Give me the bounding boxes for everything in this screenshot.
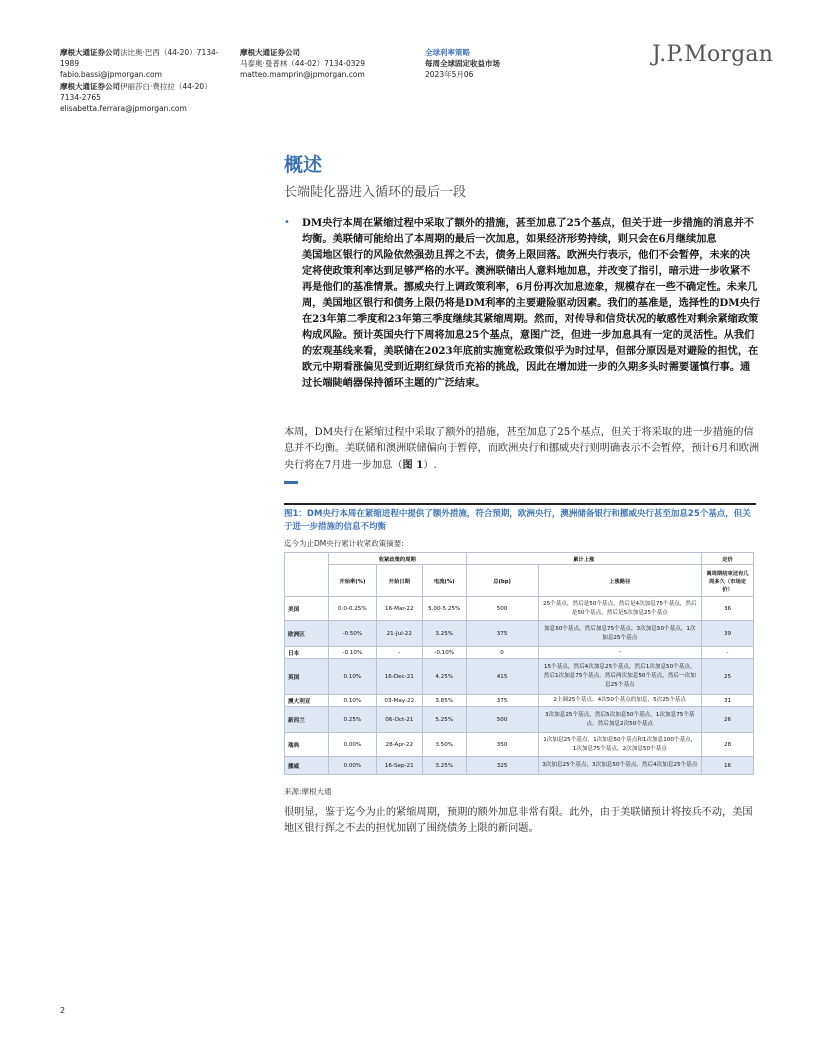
table-row bbox=[285, 695, 754, 707]
cell-path: 2上调25个基点，4次50个基点的加息，5次25个基点 bbox=[538, 695, 702, 707]
cell-start-date: 16-Sep-21 bbox=[376, 757, 422, 775]
cell-path: 1次加息25个基点，1次加息50个基点和1次加息100个基点，1次加息75个基点，2次加息50个基点 bbox=[538, 733, 702, 757]
cell-start-date: 06-Oct-21 bbox=[376, 707, 422, 733]
paragraph-1 bbox=[284, 425, 760, 474]
col-header-path: 上涨路径 bbox=[538, 565, 702, 597]
analyst-2-email[interactable]: elisabetta.ferrara@jpmorgan.com bbox=[60, 104, 187, 113]
figure-source: 来源:摩根大通 bbox=[284, 787, 332, 796]
cell-total: 325 bbox=[466, 757, 538, 775]
analyst-2-name: 伊丽莎白·费拉拉 bbox=[120, 82, 175, 91]
table-column-header-row bbox=[285, 565, 754, 597]
cell-pricing: 36 bbox=[702, 597, 754, 621]
cell-start-rate: 0.10% bbox=[328, 695, 376, 707]
col-header-start-date: 开始日期 bbox=[376, 565, 422, 597]
table-row bbox=[285, 647, 754, 659]
cell-start-date: 16-Mar-22 bbox=[376, 597, 422, 621]
policy-table-wrap bbox=[284, 552, 754, 775]
col-header-pricing: 离周期结束还有几周多久（市场定价） bbox=[702, 565, 754, 597]
bullet-summary-lead: DM央行本周在紧缩过程中采取了额外的措施，甚至加息了25个基点，但关于进一步措施的消息并不均衡。美联储可能给出了本周期的最后一次加息，如果经济形势持续，则只会在6月继续加息 bbox=[302, 217, 754, 245]
figure-subcaption: 迄今为止DM央行累计收紧政策摘要: bbox=[284, 539, 404, 548]
cell-pricing: 39 bbox=[702, 621, 754, 647]
cell-total: 415 bbox=[466, 659, 538, 695]
bullet-summary bbox=[302, 215, 760, 391]
analyst-block-1 bbox=[60, 47, 220, 114]
report-info bbox=[425, 47, 575, 80]
cell-pricing: 31 bbox=[702, 695, 754, 707]
cell-country: 澳大利亚 bbox=[285, 695, 329, 707]
cell-path: 3次加息25个基点，然后5次加息50个基点，1次加息75个基点，然后加息2次50个基点 bbox=[538, 707, 702, 733]
analyst-3-email[interactable]: matteo.mamprin@jpmorgan.com bbox=[240, 70, 365, 79]
analyst-2-firm: 摩根大通证券公司 bbox=[60, 82, 120, 91]
cell-total: 375 bbox=[466, 621, 538, 647]
cell-start-rate: 0.00% bbox=[328, 757, 376, 775]
table-row bbox=[285, 659, 754, 695]
cell-path: 3次加息25个基点，3次加息50个基点，然后4次加息25个基点 bbox=[538, 757, 702, 775]
cell-start-rate: -0.10% bbox=[328, 647, 376, 659]
analyst-3-phone: （44-02）7134-0329 bbox=[287, 59, 366, 68]
cell-total: 500 bbox=[466, 707, 538, 733]
cell-start-rate: 0.10% bbox=[328, 659, 376, 695]
cell-start-date: 16-Dec-21 bbox=[376, 659, 422, 695]
table-row bbox=[285, 597, 754, 621]
table-corner bbox=[285, 553, 329, 597]
cell-country: 新西兰 bbox=[285, 707, 329, 733]
bullet-summary-body: 美国地区银行的风险依然强劲且挥之不去，债务上限回落。欧洲央行表示，他们不会暂停，未来的决定将使政策利率达到足够严格的水平。澳洲联储出人意料地加息，并改变了指引，暗示进一步收紧不再是他们的基准情景。挪威央行上调政策利率，6月份再次加息迹象，规模存在一些不确定性。未来几周，美国地区银行和债务上限仍将是DM利率的主要避险驱动因素。我们的基准是，选择性的DM央行在23年第二季度和23年第三季度继续其紧缩周期。然而，对传导和信贷状况的敏感性对剩余紧缩政策构成风险。预计英国央行下周将加息25个基点，意图广泛，但进一步加息具有一定的灵活性。从我们的宏观基线来看，美联储在2023年底前实施宽松政策似乎为时过早，但部分原因是对避险的担忧，在欧元中期看涨偏见受到近期红绿货币充裕的挑战，因此在增加进一步的久期多头时需要谨慎行事。通过长端陡峭器保持循环主题的广泛结束。 bbox=[302, 249, 760, 389]
cell-country: 挪威 bbox=[285, 757, 329, 775]
policy-table-body bbox=[285, 597, 754, 775]
cell-pricing: 16 bbox=[702, 757, 754, 775]
cell-start-date: 21-Jul-22 bbox=[376, 621, 422, 647]
analyst-block-2 bbox=[240, 47, 400, 80]
cell-total: 375 bbox=[466, 695, 538, 707]
cell-start-rate: 0.0-0.25% bbox=[328, 597, 376, 621]
analyst-2-phone: （44-20）7134-2765 bbox=[60, 82, 212, 102]
cell-start-rate: 0.25% bbox=[328, 707, 376, 733]
cell-path: 15个基点，然后4次加息25个基点，然后1次加息50个基点，然后1次加息75个基点，然后两次加息50个基点，然后一次加息25个基点 bbox=[538, 659, 702, 695]
cell-total: 350 bbox=[466, 733, 538, 757]
cell-start-rate: 0.00% bbox=[328, 733, 376, 757]
cell-current: 5.00-5.25% bbox=[422, 597, 466, 621]
col-header-current: 电流(%) bbox=[422, 565, 466, 597]
group-header-cumulative: 累计上涨 bbox=[466, 553, 701, 565]
analyst-2-line bbox=[60, 81, 220, 103]
figure-1-link[interactable]: 图 1 bbox=[402, 459, 424, 471]
analyst-1-firm: 摩根大通证券公司 bbox=[60, 48, 120, 57]
section-subtitle: 长端陡化器进入循环的最后一段 bbox=[284, 185, 467, 200]
cell-country: 美国 bbox=[285, 597, 329, 621]
analyst-1-line bbox=[60, 47, 220, 69]
figure-top-rule bbox=[284, 503, 756, 505]
cell-pricing: 26 bbox=[702, 707, 754, 733]
analyst-1-email[interactable]: fabio.bassi@jpmorgan.com bbox=[60, 70, 162, 79]
paragraph-1-text: 本周，DM央行在紧缩过程中采取了额外的措施，甚至加息了25个基点，但关于将采取的进一步措施的信息并不均衡。美联储和澳洲联储偏向于暂停，而欧洲央行和挪威央行则明确表示不会暂停，预计6月和欧洲央行将在7月进一步加息（ bbox=[284, 427, 760, 471]
figure-link-underline bbox=[284, 481, 298, 484]
figure-caption: 图1：DM央行本周在紧缩进程中提供了额外措施，符合预期，欧洲央行，澳洲储备银行和挪威央行甚至加息25个基点，但关于进一步措施的信息不均衡 bbox=[284, 509, 751, 532]
cell-total: 0 bbox=[466, 647, 538, 659]
group-header-cycle: 收紧政策的周期 bbox=[328, 553, 466, 565]
cell-current: 3.25% bbox=[422, 621, 466, 647]
cell-start-date: 28-Apr-22 bbox=[376, 733, 422, 757]
section-title: 概述 bbox=[284, 154, 323, 176]
policy-table bbox=[284, 552, 754, 775]
col-header-total: 总(bp) bbox=[466, 565, 538, 597]
report-name: 每周全球固定收益市场 bbox=[425, 59, 500, 68]
table-row bbox=[285, 621, 754, 647]
cell-current: 3.50% bbox=[422, 733, 466, 757]
cell-country: 日本 bbox=[285, 647, 329, 659]
cell-pricing: 28 bbox=[702, 733, 754, 757]
cell-current: 4.25% bbox=[422, 659, 466, 695]
col-header-start-rate: 开始率(%) bbox=[328, 565, 376, 597]
cell-path: - bbox=[538, 647, 702, 659]
cell-country: 英国 bbox=[285, 659, 329, 695]
cell-path: 加息50个基点，然后加息75个基点，3次加息50个基点，1次加息25个基点 bbox=[538, 621, 702, 647]
paragraph-1-tail: ）. bbox=[423, 460, 437, 471]
cell-current: 3.85% bbox=[422, 695, 466, 707]
table-group-header-row bbox=[285, 553, 754, 565]
jpmorgan-logo: J.P.Morgan bbox=[652, 42, 774, 67]
cell-country: 欧洲区 bbox=[285, 621, 329, 647]
table-row bbox=[285, 707, 754, 733]
table-row bbox=[285, 757, 754, 775]
cell-current: -0.10% bbox=[422, 647, 466, 659]
cell-pricing: 25 bbox=[702, 659, 754, 695]
cell-start-rate: -0.50% bbox=[328, 621, 376, 647]
report-date: 2023年5月06 bbox=[425, 70, 474, 79]
paragraph-2: 很明显，鉴于迄今为止的紧缩周期，预期的额外加息非常有限。此外，由于美联储预计将按兵不动，美国地区银行挥之不去的担忧加剧了围绕债务上限的新问题。 bbox=[284, 807, 753, 834]
cell-pricing: - bbox=[702, 647, 754, 659]
cell-start-date: - bbox=[376, 647, 422, 659]
table-row bbox=[285, 733, 754, 757]
cell-country: 瑞典 bbox=[285, 733, 329, 757]
cell-start-date: 03-May-22 bbox=[376, 695, 422, 707]
cell-current: 5.25% bbox=[422, 707, 466, 733]
group-header-pricing: 定价 bbox=[702, 553, 754, 565]
bullet-marker: • bbox=[284, 217, 290, 228]
cell-path: 25个基点，然后是50个基点，然后是4次加息75个基点，然后是50个基点，然后是5次加息25个基点 bbox=[538, 597, 702, 621]
analyst-3-firm: 摩根大通证券公司 bbox=[240, 48, 300, 57]
report-series: 全球利率策略 bbox=[425, 48, 470, 57]
analyst-3-name: 马泰奥·曼普林 bbox=[240, 59, 288, 68]
analyst-1-name: 法比奥·巴西 bbox=[120, 48, 160, 57]
cell-total: 500 bbox=[466, 597, 538, 621]
cell-current: 3.25% bbox=[422, 757, 466, 775]
analyst-1-phone: （44-20）7134-1989 bbox=[60, 48, 219, 68]
page-number: 2 bbox=[60, 1006, 66, 1015]
